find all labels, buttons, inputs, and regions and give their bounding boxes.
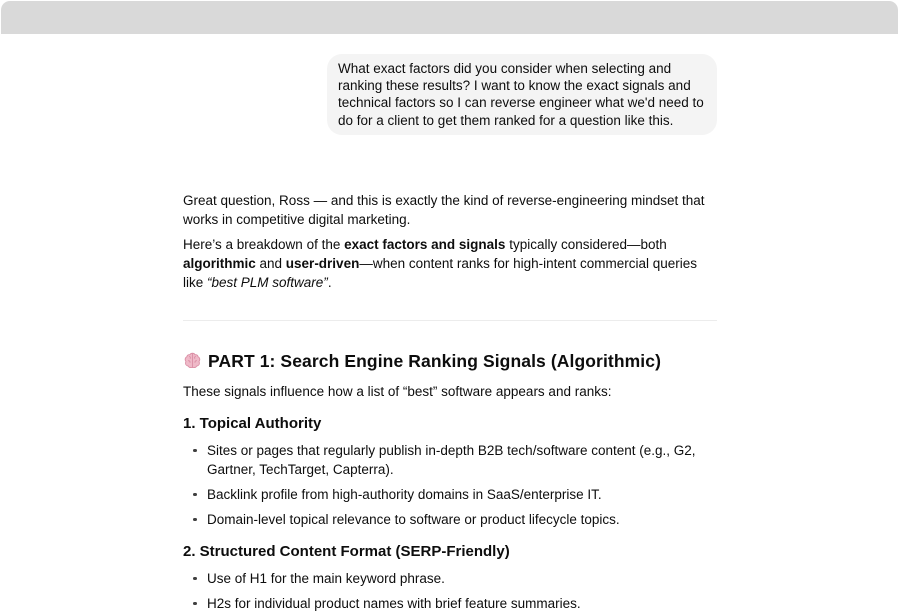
text-segment: . (327, 274, 332, 290)
text-segment: Here’s a breakdown of the (183, 236, 345, 252)
chat-thread (183, 54, 717, 613)
text-segment: Great question, Ross — and this is exactly the kind of reverse-engineering mindset that works in competitive digital marketing. (183, 192, 705, 227)
part1-heading-text: PART 1: Search Engine Ranking Signals (Algorithmic) (208, 350, 662, 371)
section1-heading: 1. Topical Authority (183, 414, 322, 432)
user-message-row (183, 54, 717, 135)
list-item: Use of H1 for the main keyword phrase. (207, 569, 717, 588)
user-message-bubble (327, 54, 717, 135)
assistant-paragraph (183, 235, 717, 292)
text-segment: typically considered—both (505, 236, 667, 252)
section2-bullet-list (183, 569, 717, 613)
text-segment-bold: algorithmic (183, 255, 256, 271)
text-segment: —when content ranks for high-intent commercial queries like (183, 255, 697, 290)
text-segment-bold: user-driven (285, 255, 360, 271)
list-item: Domain-level topical relevance to software or product lifecycle topics. (207, 510, 717, 529)
list-item: Sites or pages that regularly publish in-depth B2B tech/software content (e.g., G2, Gartner, TechTarget, Capterra). (207, 441, 717, 479)
section-divider (183, 320, 717, 321)
part1-subtitle (183, 382, 717, 401)
text-segment-bold: exact factors and signals (344, 236, 506, 252)
list-item: Backlink profile from high-authority domains in SaaS/enterprise IT. (207, 485, 717, 504)
section2-heading: 2. Structured Content Format (SERP-Friendly) (183, 542, 510, 560)
window-chrome-bar (1, 1, 898, 34)
user-message-text: What exact factors did you consider when selecting and ranking these results? I want to know the exact signals and technical factors so I can reverse engineer what we'd need to do for a client to get them ranked for a question like this. (338, 61, 704, 128)
part1-heading (183, 348, 717, 374)
list-item: H2s for individual product names with brief feature summaries. (207, 594, 717, 613)
brain-emoji-icon (183, 351, 202, 370)
text-segment-italic: “best PLM software” (207, 274, 328, 290)
assistant-message (183, 191, 717, 613)
text-segment: and (255, 255, 286, 271)
assistant-paragraph (183, 191, 717, 229)
section1-bullet-list (183, 441, 717, 529)
text-segment: These signals influence how a list of “best” software appears and ranks: (183, 383, 612, 399)
